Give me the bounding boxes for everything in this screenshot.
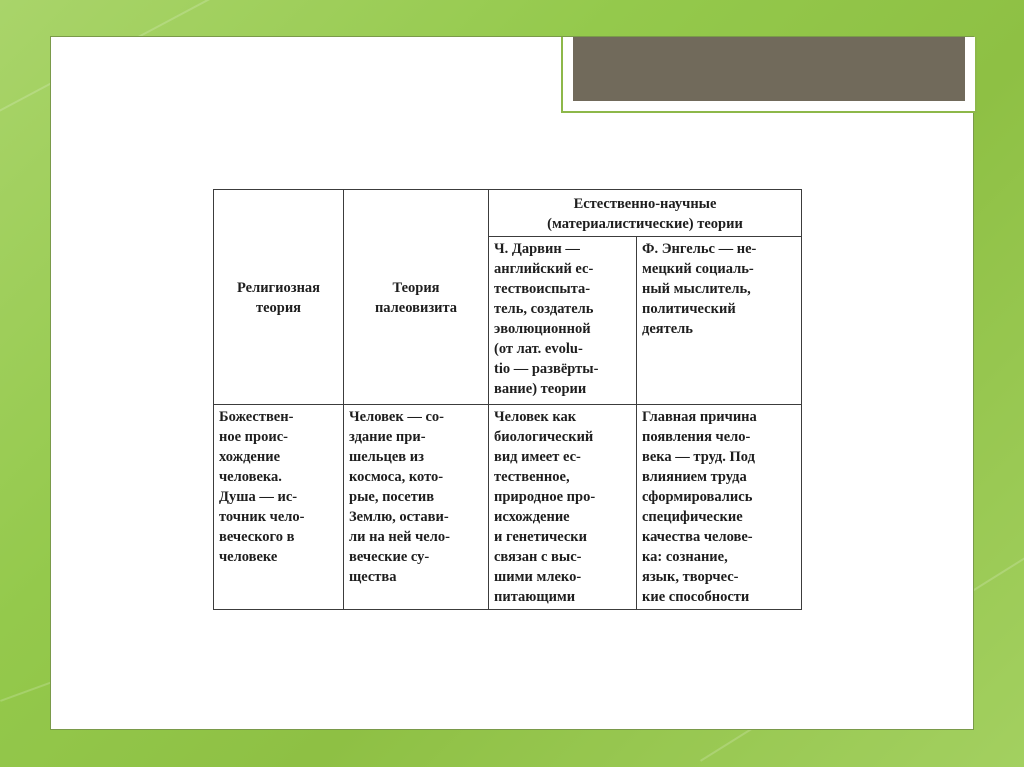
cell-religious-theory — [214, 405, 344, 610]
text-line: ли на ней чело- — [349, 529, 450, 545]
text-line: человеке — [219, 549, 278, 565]
text-line: Естественно-научные — [573, 196, 717, 212]
cell-engels-theory — [637, 405, 802, 610]
text-line: тель, создатель — [494, 301, 594, 317]
text-line: космоса, кото- — [349, 469, 444, 485]
text-line: язык, творчес- — [642, 569, 739, 585]
text-line: Ч. Дарвин — — [494, 241, 580, 257]
text-line: мецкий социаль- — [642, 261, 754, 277]
text-line: веческие су- — [349, 549, 430, 565]
text-line: точник чело- — [219, 509, 305, 525]
text-line: шими млеко- — [494, 569, 582, 585]
text-line: Божествен- — [219, 409, 294, 425]
text-line: качества челове- — [642, 529, 753, 545]
text-line: деятель — [642, 321, 693, 337]
text-line: Религиозная — [236, 280, 321, 296]
title-placeholder-frame — [561, 37, 977, 113]
text-line: ное проис- — [219, 429, 288, 445]
text-line: ка: сознание, — [642, 549, 728, 565]
text-line: Теория — [392, 280, 440, 296]
text-line: природное про- — [494, 489, 596, 505]
text-line: Человек — со- — [349, 409, 444, 425]
text-line: появления чело- — [642, 429, 751, 445]
text-line: палеовизита — [374, 300, 458, 316]
header-darwin — [489, 237, 637, 405]
text-line: теория — [255, 300, 302, 316]
text-line: tio — развёрты- — [494, 361, 599, 377]
text-line: исхождение — [494, 509, 570, 525]
text-line: сформировались — [642, 489, 753, 505]
text-line: биологический — [494, 429, 594, 445]
text-line: питающими — [494, 589, 576, 605]
text-line: кие способности — [642, 589, 750, 605]
text-line: вание) теории — [494, 381, 587, 397]
text-line: тественное, — [494, 469, 570, 485]
text-line: человека. — [219, 469, 282, 485]
text-line: вид имеет ес- — [494, 449, 581, 465]
text-line: века — труд. Под — [642, 449, 755, 465]
text-line: (материалистические) теории — [547, 216, 743, 232]
header-religious-theory — [214, 190, 344, 405]
text-line: политический — [642, 301, 736, 317]
text-line: Душа — ис- — [219, 489, 298, 505]
theories-table — [213, 189, 802, 610]
text-line: веческого в — [219, 529, 295, 545]
text-line: ный мыслитель, — [642, 281, 751, 297]
text-line: рые, посетив — [349, 489, 435, 505]
text-line: щества — [349, 569, 397, 585]
header-paleovisit-theory — [344, 190, 489, 405]
header-engels — [637, 237, 802, 405]
text-line: Человек как — [494, 409, 577, 425]
text-line: (от лат. evolu- — [494, 341, 583, 357]
text-line: Главная причина — [642, 409, 757, 425]
text-line: связан с выс- — [494, 549, 582, 565]
text-line: Ф. Энгельс — не- — [642, 241, 757, 257]
text-line: шельцев из — [349, 449, 424, 465]
header-natural-science-theories — [489, 190, 802, 237]
text-line: влиянием труда — [642, 469, 747, 485]
text-line: Землю, остави- — [349, 509, 449, 525]
text-line: и генетически — [494, 529, 588, 545]
text-line: эволюционной — [494, 321, 591, 337]
text-line: английский ес- — [494, 261, 594, 277]
text-line: специфические — [642, 509, 743, 525]
text-line: хождение — [219, 449, 281, 465]
cell-darwin-theory — [489, 405, 637, 610]
cell-paleovisit-theory — [344, 405, 489, 610]
text-line: тествоиспыта- — [494, 281, 591, 297]
title-placeholder — [573, 37, 965, 101]
text-line: здание при- — [349, 429, 426, 445]
